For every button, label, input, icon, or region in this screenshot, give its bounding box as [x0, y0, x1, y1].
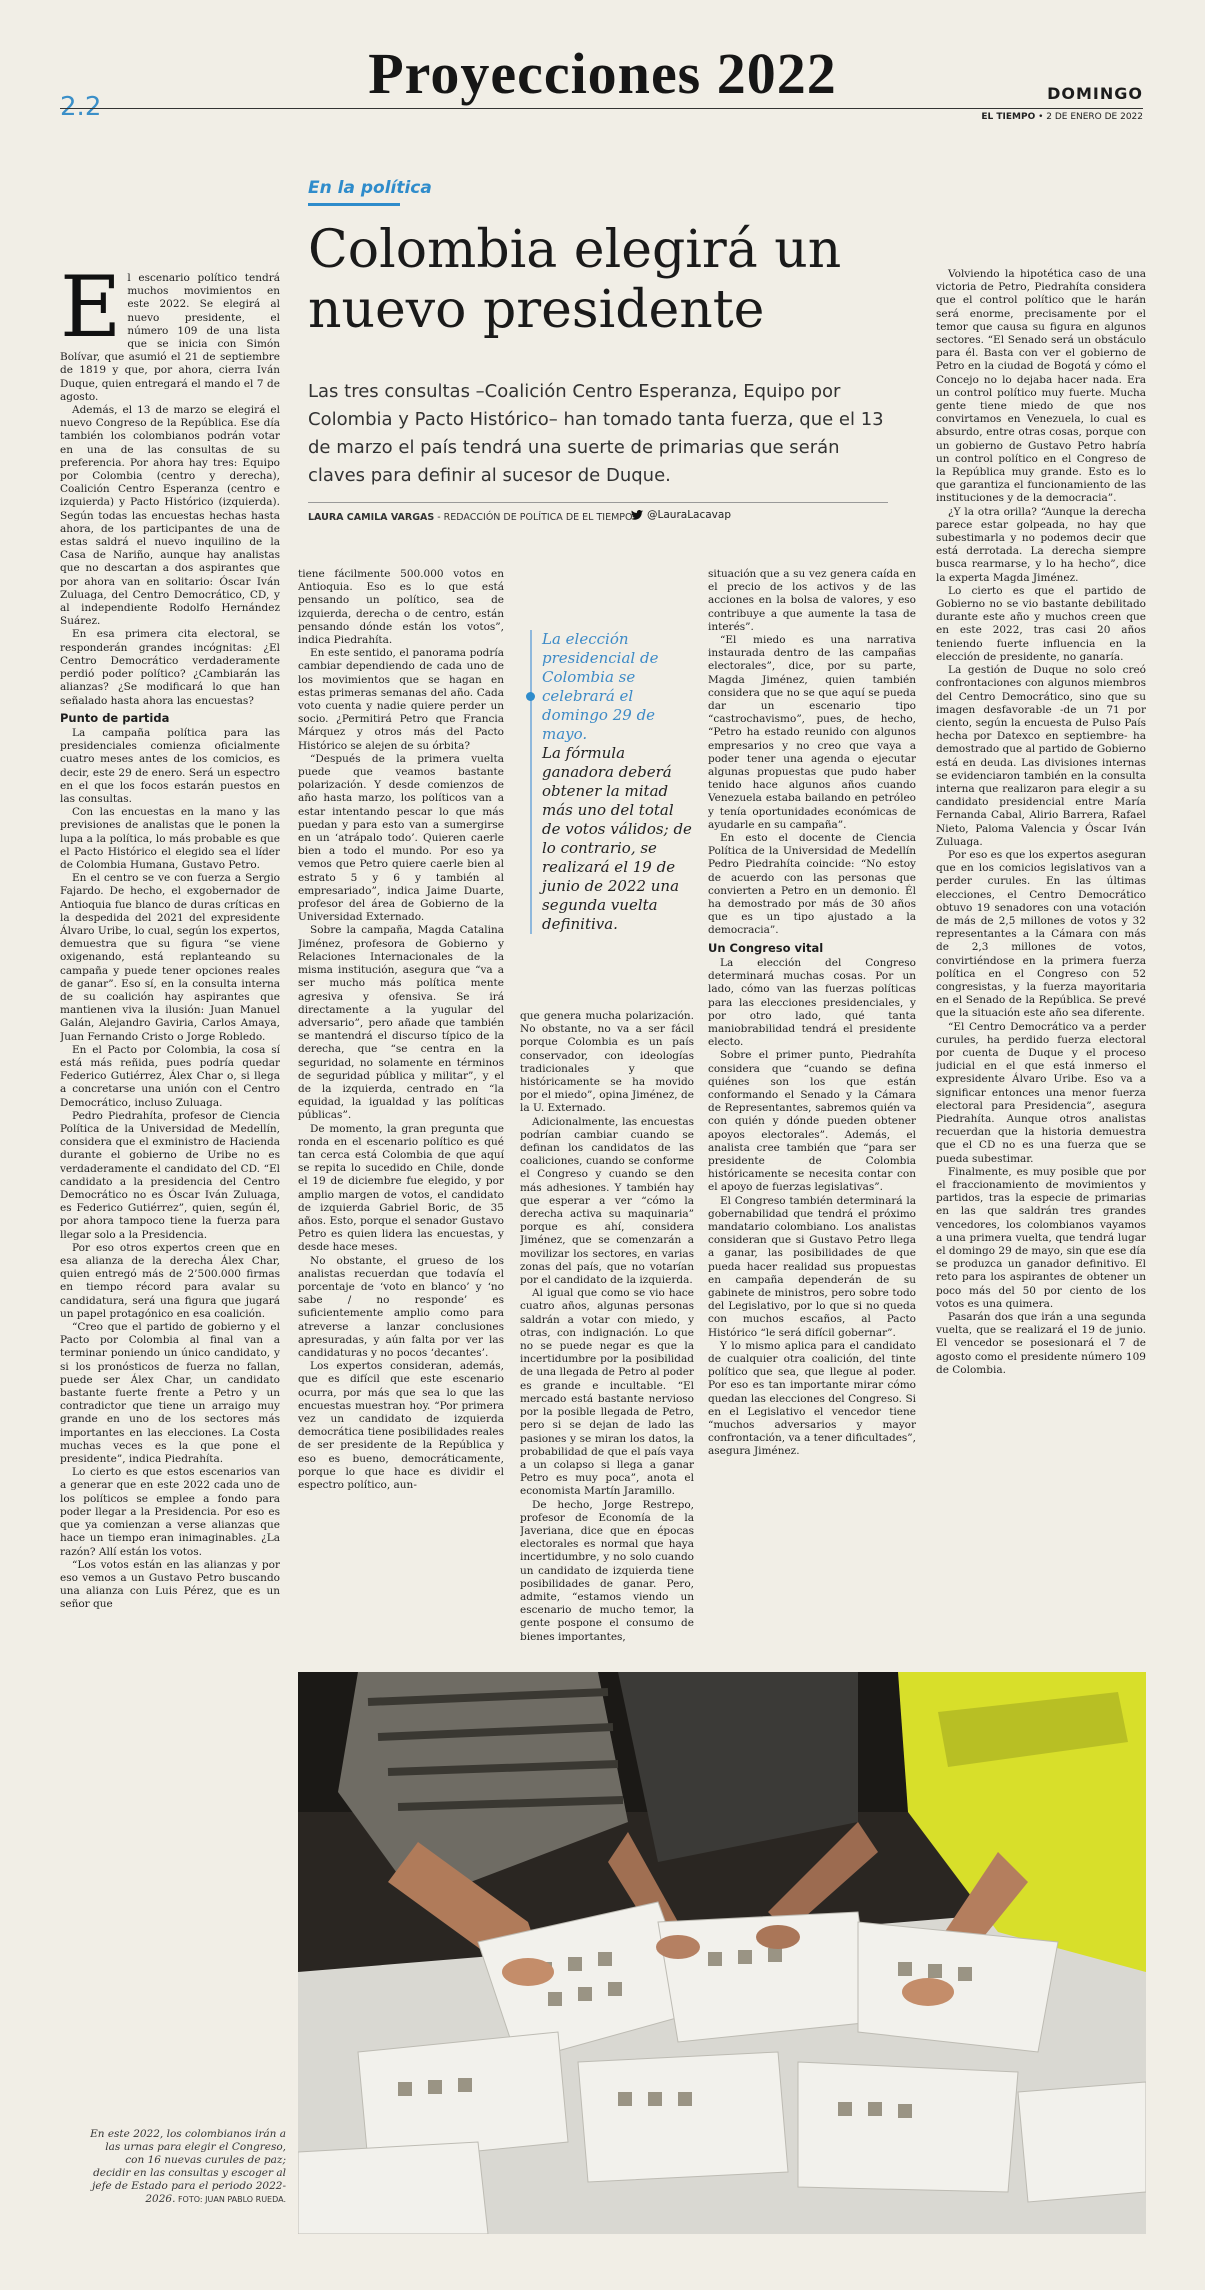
ballot-counting-photo	[298, 1672, 1146, 2234]
paragraph: Adicionalmente, las encuestas podrían cambiar cuando se definan los candidatos de las coaliciones, cuando se conforme el Congreso y cuando se den más adhesiones. Y también hay que esperar a ver “cómo la derecha activa su maquinaria” porque es ahí, considera Jiménez, que se comenzarán a movilizar los sectores, en varias zonas del país, que no votarían por el candidato de la izquierda.	[520, 1115, 694, 1287]
paragraph: El Congreso también determinará la gobernabilidad que tendrá el próximo mandatario colombiano. Los analistas consideran que si Gustavo Petro llega a ganar, las posibilidades de que pueda hacer realidad sus propuestas en campaña dependerán de su gabinete de ministros, pero sobre todo del Legislativo, por lo que si no queda con muchos escaños, al Pacto Histórico “le será difícil gobernar”.	[708, 1194, 916, 1339]
paragraph: “Después de la primera vuelta puede que veamos bastante polarización. Y desde comienzos de año hasta marzo, los políticos van a estar intentando pescar lo que más puedan y para esto van a sumergirse en un ‘atrápalo todo’. Quieren caerle bien a todo el mundo. Por eso ya vemos que Petro quiere caerle bien al estrato 5 y 6 y también al empresariado”, indica Jaime Duarte, profesor del área de Gobierno de la Universidad Externado.	[298, 752, 504, 924]
paragraph: En esa primera cita electoral, se responderán grandes incógnitas: ¿El Centro Democrático verdaderamente perdió poder político? ¿Cambiarán las alianzas? ¿Se modificará lo que han señalado hasta ahora las encuestas?	[60, 628, 280, 707]
twitter-icon	[630, 510, 644, 520]
pull-quote-highlight: La elección presidencial de Colombia se celebrará el domingo 29 de mayo.	[542, 630, 659, 743]
paragraph: La gestión de Duque no solo creó confrontaciones con algunos miembros del Centro Democrático, sino que su imagen desfavorable -de un 71 por ciento, según la encuesta de Pulso País hecha por Datexco en septiembre- ha demostrado que al partido de Gobierno está en deuda. Las divisiones internas se evidenciaron también en la consulta interna que realizaron para elegir a su candidato presidencial entre María Fernanda Cabal, Alirio Barrera, Rafael Nieto, Paloma Valencia y Óscar Iván Zuluaga.	[936, 664, 1146, 848]
section-label: En la política	[308, 178, 432, 198]
pull-quote-text: La fórmula ganadora deberá obtener la mitad más uno del total de votos válidos; de lo contrario, se realizará el 19 de junio de 2022 una segunda vuelta definitiva.	[542, 744, 692, 933]
paragraph: Además, el 13 de marzo se elegirá el nuevo Congreso de la República. Ese día también los colombianos podrán votar en una de las consultas de su preferencia. Por ahora hay tres: Equipo por Colombia (centro y derecha), Coalición Centro Esperanza (centro e izquierda) y Pacto Histórico (izquierda). Según todas las encuestas hechas hasta ahora, de los participantes de una de estas saldrá el nuevo inquilino de la Casa de Nariño, aunque hay analistas que no descartan a dos aspirantes que por ahora van en solitario: Óscar Iván Zuluaga, del Centro Democrático, CD, y al independiente Rodolfo Hernández Suárez.	[60, 404, 280, 628]
article-column-5	[936, 268, 1146, 1660]
subheading: Un Congreso vital	[708, 940, 824, 955]
paragraph: Por eso es que los expertos aseguran que en los comicios legislativos van a perder curules. En las últimas elecciones, el Centro Democrático obtuvo 19 senadores con una votación de más de 2,5 millones de votos y 32 representantes a la Cámara con más de 2,3 millones de votos, convirtiéndose en la primera fuerza política en el Congreso con 52 congresistas, y la fuerza mayoritaria en el Senado de la República. Se prevé que la situación este año sea diferente.	[936, 848, 1146, 1020]
paragraph: No obstante, el grueso de los analistas recuerdan que todavía el porcentaje de ‘voto en blanco’ y ‘no sabe / no responde’ es suficientemente amplio como para atreverse a lanzar conclusiones apresuradas, y aún falta por ver las candidaturas y no pocos ‘decantes’.	[298, 1254, 504, 1359]
pull-quote-marker	[526, 692, 535, 701]
header-rule	[60, 108, 1143, 109]
article-column-3	[520, 1010, 694, 1660]
paragraph: Pedro Piedrahíta, profesor de Ciencia Política de la Universidad de Medellín, considera que el exministro de Hacienda durante el gobierno de Uribe no es verdaderamente el candidato del CD. “El candidato a la presidencia del Centro Democrático no es Óscar Iván Zuluaga, es Federico Gutiérrez”, quien, según él, por ahora tampoco tiene la fuerza para llegar solo a la Presidencia.	[60, 1109, 280, 1241]
author-social	[630, 509, 731, 521]
publication-date-line	[981, 112, 1143, 122]
paragraph: “El miedo es una narrativa instaurada dentro de las campañas electorales”, dice, por su parte, Magda Jiménez, quien también considera que no se que aquí se pueda dar un escenario tipo “castrochavismo”, pues, de hecho, “Petro ha estado reunido con algunos empresarios y no creo que vaya a poder tener una agenda o ejecutar algunas propuestas que pudo haber tenido hace algunos años cuando Venezuela estaba bailando en petróleo y tenía oportunidades económicas de ayudarle en su campaña”.	[708, 634, 916, 831]
article-column-2	[298, 568, 504, 1660]
drop-cap: E	[60, 272, 122, 356]
paragraph: De momento, la gran pregunta que ronda en el escenario político es qué tan cerca está Colombia de que aquí se repita lo sucedido en Chile, donde el 19 de diciembre fue elegido, y por amplio margen de votos, el candidato de izquierda Gabriel Boric, de 35 años. Esto, porque el senador Gustavo Petro es quien lidera las encuestas, y desde hace meses.	[298, 1122, 504, 1254]
paragraph: Volviendo la hipotética caso de una victoria de Petro, Piedrahíta considera que el control político que le harán será enorme, precisamente por el temor que causa su figura en algunos sectores. “El Senado será un obstáculo para él. Basta con ver el gobierno de Petro en la ciudad de Bogotá y cómo el Concejo no lo dejaba hacer nada. Era un control político muy fuerte. Mucha gente tiene miedo de que nos convirtamos en Venezuela, lo cual es absurdo, entre otras cosas, porque con un gobierno de Gustavo Petro habría un control político en el Congreso de la República muy grande. Esto es lo que garantiza el funcionamiento de las instituciones y de la democracia”.	[936, 268, 1146, 505]
paragraph: ¿Y la otra orilla? “Aunque la derecha parece estar golpeada, no hay que subestimarla y no podemos decir que está derrotada. La derecha siempre busca rearmarse, y lo ha hecho”, dice la experta Magda Jiménez.	[936, 505, 1146, 584]
paragraph: “El Centro Democrático va a perder curules, ha perdido fuerza electoral por cuenta de Duque y el proceso judicial en el que está inmerso el expresidente Álvaro Uribe. Eso va a significar entonces una menor fuerza electoral para Presidencia”, asegura Piedrahíta. Aunque otros analistas recuerdan que la historia demuestra que el CD no es una fuerza que se pueda subestimar.	[936, 1020, 1146, 1165]
page-section: 2.	[60, 92, 85, 122]
paragraph: que genera mucha polarización. No obstante, no va a ser fácil porque Colombia es un país conservador, con ideologías tradicionales y que históricamente se ha movido por el miedo”, opina Jiménez, de la U. Externado.	[520, 1010, 694, 1115]
newspaper-name: EL TIEMPO	[981, 112, 1036, 122]
paragraph: Por eso otros expertos creen que en esa alianza de la derecha Álex Char, quien entregó más de 2’500.000 firmas en tiempo récord para avalar su candidatura, será una figura que jugará un papel protagónico en esa coalición.	[60, 1241, 280, 1320]
paragraph: La campaña política para las presidenciales comienza oficialmente cuatro meses antes de los comicios, es decir, este 29 de enero. Será un espectro en el que los focos estarán puestos en las consultas.	[60, 726, 280, 805]
article-photo	[298, 1672, 1146, 2234]
paragraph: La elección del Congreso determinará muchas cosas. Por un lado, cómo van las fuerzas políticas para las elecciones presidenciales, y por otro lado, qué tanta maniobrabilidad tendrá el presidente electo.	[708, 956, 916, 1049]
paragraph: Lo cierto es que estos escenarios van a generar que en este 2022 cada uno de los políticos se emplee a fondo para poder llegar a la Presidencia. Por eso es que ya comienzan a verse alianzas que hace un tiempo eran inimaginables. ¿La razón? Allí están los votos.	[60, 1466, 280, 1558]
paragraph: Lo cierto es que el partido de Gobierno no se vio bastante debilitado durante este año y muchos creen que en este 2022, tras casi 20 años teniendo fuerte influencia en la elección de presidente, no ganaría.	[936, 584, 1146, 663]
paragraph: situación que a su vez genera caída en el precio de los activos y de las acciones en la bolsa de valores, y eso contribuye a que aumente la tasa de interés”.	[708, 568, 916, 633]
paragraph: Y lo mismo aplica para el candidato de cualquier otra coalición, del tinte político que sea, que llegue al poder. Por eso es tan importante mirar cómo quedan las elecciones del Congreso. Si en el Legislativo el vencedor tiene “muchos adversarios y mayor confrontación, va a tener dificultades”, asegura Jiménez.	[708, 1339, 916, 1458]
subheading: Punto de partida	[60, 710, 170, 725]
byline-rule	[308, 502, 888, 503]
article-headline: Colombia elegirá un nuevo presidente	[308, 220, 842, 340]
photo-credit: FOTO: JUAN PABLO RUEDA.	[175, 2195, 286, 2204]
paragraph: Los expertos consideran, además, que es difícil que este escenario ocurra, por más que sea lo que las encuestas muestran hoy. “Por primera vez un candidato de izquierda democrática tiene posibilidades reales de ser presidente de la República y eso es bueno, democráticamente, porque lo que hace es dividir el espectro político, aun-	[298, 1360, 504, 1492]
section-underline	[308, 203, 400, 206]
paragraph: “Creo que el partido de gobierno y el Pacto por Colombia al final van a terminar poniendo un único candidato, y si los pronósticos de fuerza no fallan, puede ser Álex Char, un candidato bastante fuerte frente a Petro y un contradictor que tiene un arraigo muy grande en uno de los sectores más importantes en las elecciones. La Costa muchas veces es la que pone el presidente”, indica Piedrahíta.	[60, 1321, 280, 1466]
byline	[308, 512, 632, 523]
day-label: DOMINGO	[1047, 84, 1143, 103]
page-number	[60, 92, 101, 122]
photo-caption-text: En este 2022, los colombianos irán a las urnas para elegir el Congreso, con 16 nuevas curules de paz; decidir en las consultas y escoger al jefe de Estado para el periodo 2022-2026.	[90, 2128, 286, 2205]
paragraph: Pasarán dos que irán a una segunda vuelta, que se realizará el 19 de junio. El vencedor se posesionará el 7 de agosto como el presidente número 109 de Colombia.	[936, 1311, 1146, 1376]
publication-date: • 2 DE ENERO DE 2022	[1035, 112, 1143, 122]
paragraph: tiene fácilmente 500.000 votos en Antioquia. Eso es lo que está pensando un político, sea de izquierda, derecha o de centro, están pensando dónde están los votos”, indica Piedrahíta.	[298, 568, 504, 647]
article-column-1	[60, 272, 280, 2062]
page-header-title: Proyecciones 2022	[368, 41, 837, 106]
article-deck: Las tres consultas –Coalición Centro Esperanza, Equipo por Colombia y Pacto Histórico– han tomado tanta fuerza, que el 13 de marzo el país tendrá una suerte de primarias que serán claves para definir al sucesor de Duque.	[308, 381, 884, 486]
article-column-4	[708, 568, 916, 1660]
paragraph: Sobre la campaña, Magda Catalina Jiménez, profesora de Gobierno y Relaciones Internacionales de la misma institución, asegura que “va a ser mucho más política mente agresiva y ofensiva. Se irá directamente a la yugular del adversario”, pero añade que también se mantendrá el discurso típico de la derecha, que “se centra en la seguridad, no solamente en términos de seguridad pública y militar”, y el de la izquierda, centrado en “la equidad, la igualdad y las políticas públicas”.	[298, 924, 504, 1122]
paragraph: Sobre el primer punto, Piedrahíta considera que “cuando se defina quiénes son los que están conformando el Senado y la Cámara de Representantes, sabremos quién va con quién y dónde pueden obtener apoyos electorales”. Además, el analista cree también que “para ser presidente de Colombia históricamente se necesita contar con el apoyo de fuerzas legislativas”.	[708, 1049, 916, 1194]
paragraph: Finalmente, es muy posible que por el fraccionamiento de movimientos y partidos, tras la especie de primarias en las que saldrán tres grandes vencedores, los colombianos vayamos a una primera vuelta, que tendrá lugar el domingo 29 de mayo, sin que ese día se produzca un ganador definitivo. El reto para los aspirantes de obtener un poco más del 50 por ciento de los votos es una quimera.	[936, 1165, 1146, 1310]
paragraph: En esto el docente de Ciencia Política de la Universidad de Medellín Pedro Piedrahíta coincide: “No estoy de acuerdo con las personas que convierten a Petro en un demonio. Él ha demostrado por más de 30 años que es un tipo ajustado a la democracia”.	[708, 832, 916, 937]
paragraph: En el centro se ve con fuerza a Sergio Fajardo. De hecho, el exgobernador de Antioquia fue blanco de duras críticas en la despedida del 2021 del expresidente Álvaro Uribe, lo cual, según los expertos, demuestra que su figura “se viene oxigenando, está replanteando su campaña y puede tener opciones reales de ganar”. Eso sí, en la consulta interna de su coalición hay aspirantes que mantienen viva la ilusión: Juan Manuel Galán, Alejandro Gaviria, Carlos Amaya, Juan Fernando Cristo o Jorge Robledo.	[60, 872, 280, 1043]
paragraph: Al igual que como se vio hace cuatro años, algunas personas saldrán a votar con miedo, y otras, con indignación. Lo que no se puede negar es que la incertidumbre por la posibilidad de una llegada de Petro al poder es grande e incultable. “El mercado está bastante nervioso por la posible llegada de Petro, pero si se dejan de lado las pasiones y se miran los datos, la probabilidad de que el país vaya a un colapso si llega a ganar Petro es muy poca”, anota el economista Martín Jaramillo.	[520, 1287, 694, 1498]
byline-role: - REDACCIÓN DE POLÍTICA DE EL TIEMPO	[434, 512, 633, 523]
byline-author: LAURA CAMILA VARGAS	[308, 512, 435, 523]
pull-quote	[530, 630, 694, 934]
page-number-value: 2	[84, 92, 102, 122]
paragraph: Con las encuestas en la mano y las previsiones de analistas que le ponen la lupa a la política, lo más probable es que el Pacto Histórico el elegido sea el líder de Colombia Humana, Gustavo Petro.	[60, 806, 280, 871]
paragraph: En este sentido, el panorama podría cambiar dependiendo de cada uno de los movimientos que se hagan en estas primeras semanas del año. Cada voto cuenta y nadie quiere perder un socio. ¿Permitirá Petro que Francia Márquez y otros más del Pacto Histórico se alejen de su órbita?	[298, 647, 504, 752]
paragraph: De hecho, Jorge Restrepo, profesor de Economía de la Javeriana, dice que en épocas electorales es normal que haya incertidumbre, y no solo cuando un candidato de izquierda tiene posibilidades de ganar. Pero, admite, “estamos viendo un escenario de mucho temor, la gente pospone el consumo de bienes importantes,	[520, 1498, 694, 1643]
paragraph: l escenario político tendrá muchos movimientos en este 2022. Se elegirá al nuevo presidente, el número 109 de una lista que se inicia con Simón Bolívar, que asumió el 21 de septiembre de 1819 y que, por ahora, cierra Iván Duque, quien entregará el mando el 7 de agosto.	[60, 272, 280, 403]
photo-caption	[90, 2128, 286, 2206]
paragraph: En el Pacto por Colombia, la cosa sí está más reñida, pues podría quedar Federico Gutiérrez, Álex Char o, si llega a concretarse una unión con el Centro Democrático, incluso Zuluaga.	[60, 1043, 280, 1109]
paragraph: “Los votos están en las alianzas y por eso vemos a un Gustavo Petro buscando una alianza con Luis Pérez, que es un señor que	[60, 1558, 280, 1611]
author-handle: @LauraLacavap	[647, 509, 731, 521]
